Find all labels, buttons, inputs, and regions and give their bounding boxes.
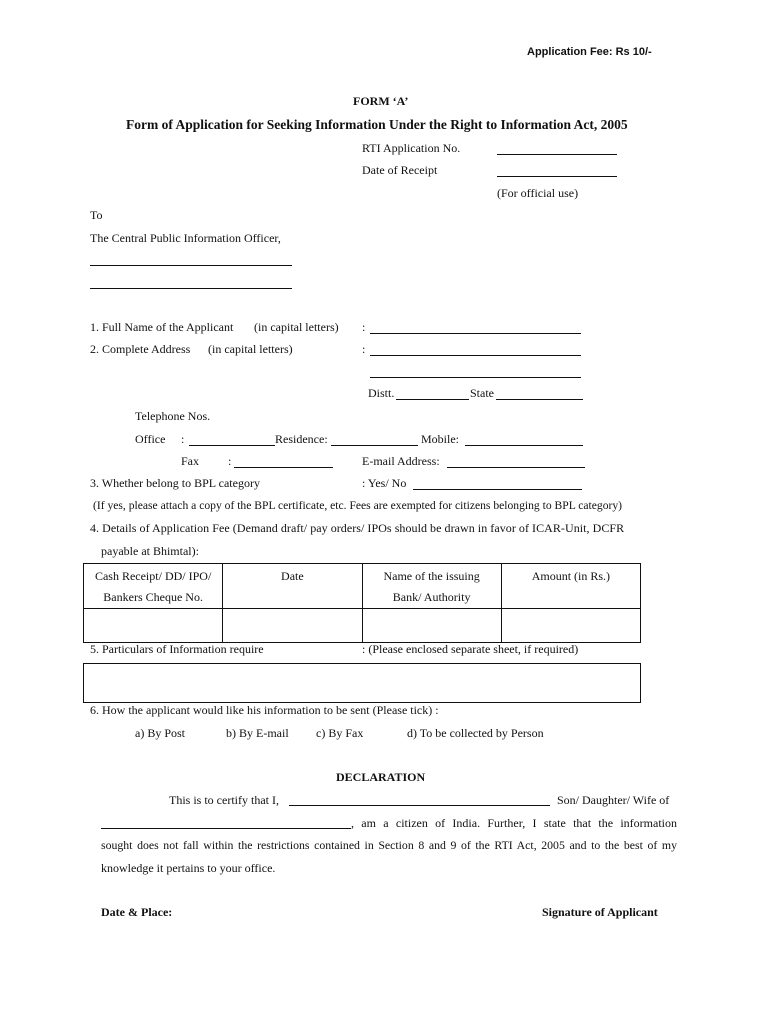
declaration-line2: , am a citizen of India. Further, I state that the information xyxy=(351,816,677,830)
fee-table-header-row xyxy=(84,564,641,609)
date-of-receipt-field[interactable] xyxy=(497,176,617,177)
declaration-line1-a: This is to certify that I, xyxy=(169,793,279,807)
fee-col-date: Date xyxy=(281,569,304,583)
fee-col-receipt-line1: Cash Receipt/ DD/ IPO/ xyxy=(94,569,212,583)
guardian-name-field[interactable] xyxy=(101,828,351,829)
distt-field[interactable] xyxy=(396,399,469,400)
office-phone-field[interactable] xyxy=(189,445,275,446)
residence-phone-label: Residence: xyxy=(275,432,328,446)
bpl-label: 3. Whether belong to BPL category xyxy=(90,476,260,490)
fee-date-cell[interactable] xyxy=(223,609,362,643)
application-fee-note: Application Fee: Rs 10/- xyxy=(527,46,652,58)
email-field[interactable] xyxy=(447,467,585,468)
declaration-heading: DECLARATION xyxy=(336,770,426,784)
distt-label: Distt. xyxy=(368,386,395,400)
fee-table-header-cell xyxy=(501,564,640,609)
residence-phone-field[interactable] xyxy=(331,445,418,446)
address-field-line-2[interactable] xyxy=(370,377,581,378)
full-name-hint: (in capital letters) xyxy=(254,320,339,334)
delivery-option-post[interactable]: a) By Post xyxy=(135,726,186,740)
office-phone-label: Office xyxy=(135,432,166,446)
rti-application-no-field[interactable] xyxy=(497,154,617,155)
address-colon: : xyxy=(362,342,366,356)
fee-amount-cell[interactable] xyxy=(501,609,640,643)
delivery-option-person[interactable]: d) To be collected by Person xyxy=(407,726,544,740)
telephone-label: Telephone Nos. xyxy=(135,409,211,423)
full-name-colon: : xyxy=(362,320,366,334)
fax-label: Fax xyxy=(181,454,199,468)
cpio-address-line-2[interactable] xyxy=(90,288,292,289)
fax-field[interactable] xyxy=(234,467,333,468)
full-name-field[interactable] xyxy=(370,333,581,334)
delivery-label: 6. How the applicant would like his information to be sent (Please tick) : xyxy=(90,703,439,717)
delivery-option-fax[interactable]: c) By Fax xyxy=(316,726,364,740)
bpl-note: (If yes, please attach a copy of the BPL certificate, etc. Fees are exempted for citizens belonging to BPL category) xyxy=(93,499,623,512)
fee-details-label: 4. Details of Application Fee (Demand draft/ pay orders/ IPOs should be drawn in favor of ICAR-Unit, DCFR xyxy=(90,521,625,535)
fee-col-bank-line2: Bank/ Authority xyxy=(392,590,471,604)
date-place-label: Date & Place: xyxy=(101,905,173,919)
rti-application-no-label: RTI Application No. xyxy=(362,141,461,155)
date-of-receipt-label: Date of Receipt xyxy=(362,163,438,177)
form-title: FORM ‘A’ xyxy=(353,94,409,108)
particulars-box[interactable] xyxy=(83,663,641,703)
office-phone-colon: : xyxy=(181,432,185,446)
fee-bank-cell[interactable] xyxy=(362,609,501,643)
fax-colon: : xyxy=(228,454,232,468)
particulars-hint: : (Please enclosed separate sheet, if required) xyxy=(362,642,579,656)
state-label: State xyxy=(470,386,494,400)
declaration-line3: sought does not fall within the restrictions contained in Section 8 and 9 of the RTI Act, 2005 and to the best of my xyxy=(101,838,677,852)
fee-table xyxy=(83,563,641,643)
fee-col-bank-line1: Name of the issuing xyxy=(383,569,480,583)
particulars-label: 5. Particulars of Information require xyxy=(90,642,264,656)
address-label: 2. Complete Address xyxy=(90,342,191,356)
fee-table-row xyxy=(84,609,641,643)
fee-col-receipt-line2: Bankers Cheque No. xyxy=(103,590,203,604)
delivery-option-email[interactable]: b) By E-mail xyxy=(226,726,289,740)
declaration-line1-b: Son/ Daughter/ Wife of xyxy=(557,793,670,807)
full-name-label: 1. Full Name of the Applicant xyxy=(90,320,234,334)
state-field[interactable] xyxy=(496,399,583,400)
bpl-options[interactable]: : Yes/ No xyxy=(362,476,407,490)
fee-table-header-cell xyxy=(223,564,362,609)
cpio-label: The Central Public Information Officer, xyxy=(90,231,281,245)
fee-col-amount: Amount (in Rs.) xyxy=(531,569,611,583)
declarant-name-field[interactable] xyxy=(289,805,550,806)
form-subtitle: Form of Application for Seeking Information Under the Right to Information Act, 2005 xyxy=(126,117,628,132)
declaration-line4: knowledge it pertains to your office. xyxy=(101,861,276,875)
bpl-field[interactable] xyxy=(413,489,582,490)
signature-label: Signature of Applicant xyxy=(542,905,658,919)
address-field-line-1[interactable] xyxy=(370,355,581,356)
cpio-address-line-1[interactable] xyxy=(90,265,292,266)
email-label: E-mail Address: xyxy=(362,454,440,468)
fee-receipt-cell[interactable] xyxy=(84,609,223,643)
official-use-note: (For official use) xyxy=(497,186,579,200)
fee-table-header-cell xyxy=(362,564,501,609)
fee-table-header-cell xyxy=(84,564,223,609)
mobile-field[interactable] xyxy=(465,445,583,446)
fee-details-label-cont: payable at Bhimtal): xyxy=(101,544,199,558)
address-hint: (in capital letters) xyxy=(208,342,293,356)
to-label: To xyxy=(90,208,103,222)
mobile-label: Mobile: xyxy=(421,432,459,446)
